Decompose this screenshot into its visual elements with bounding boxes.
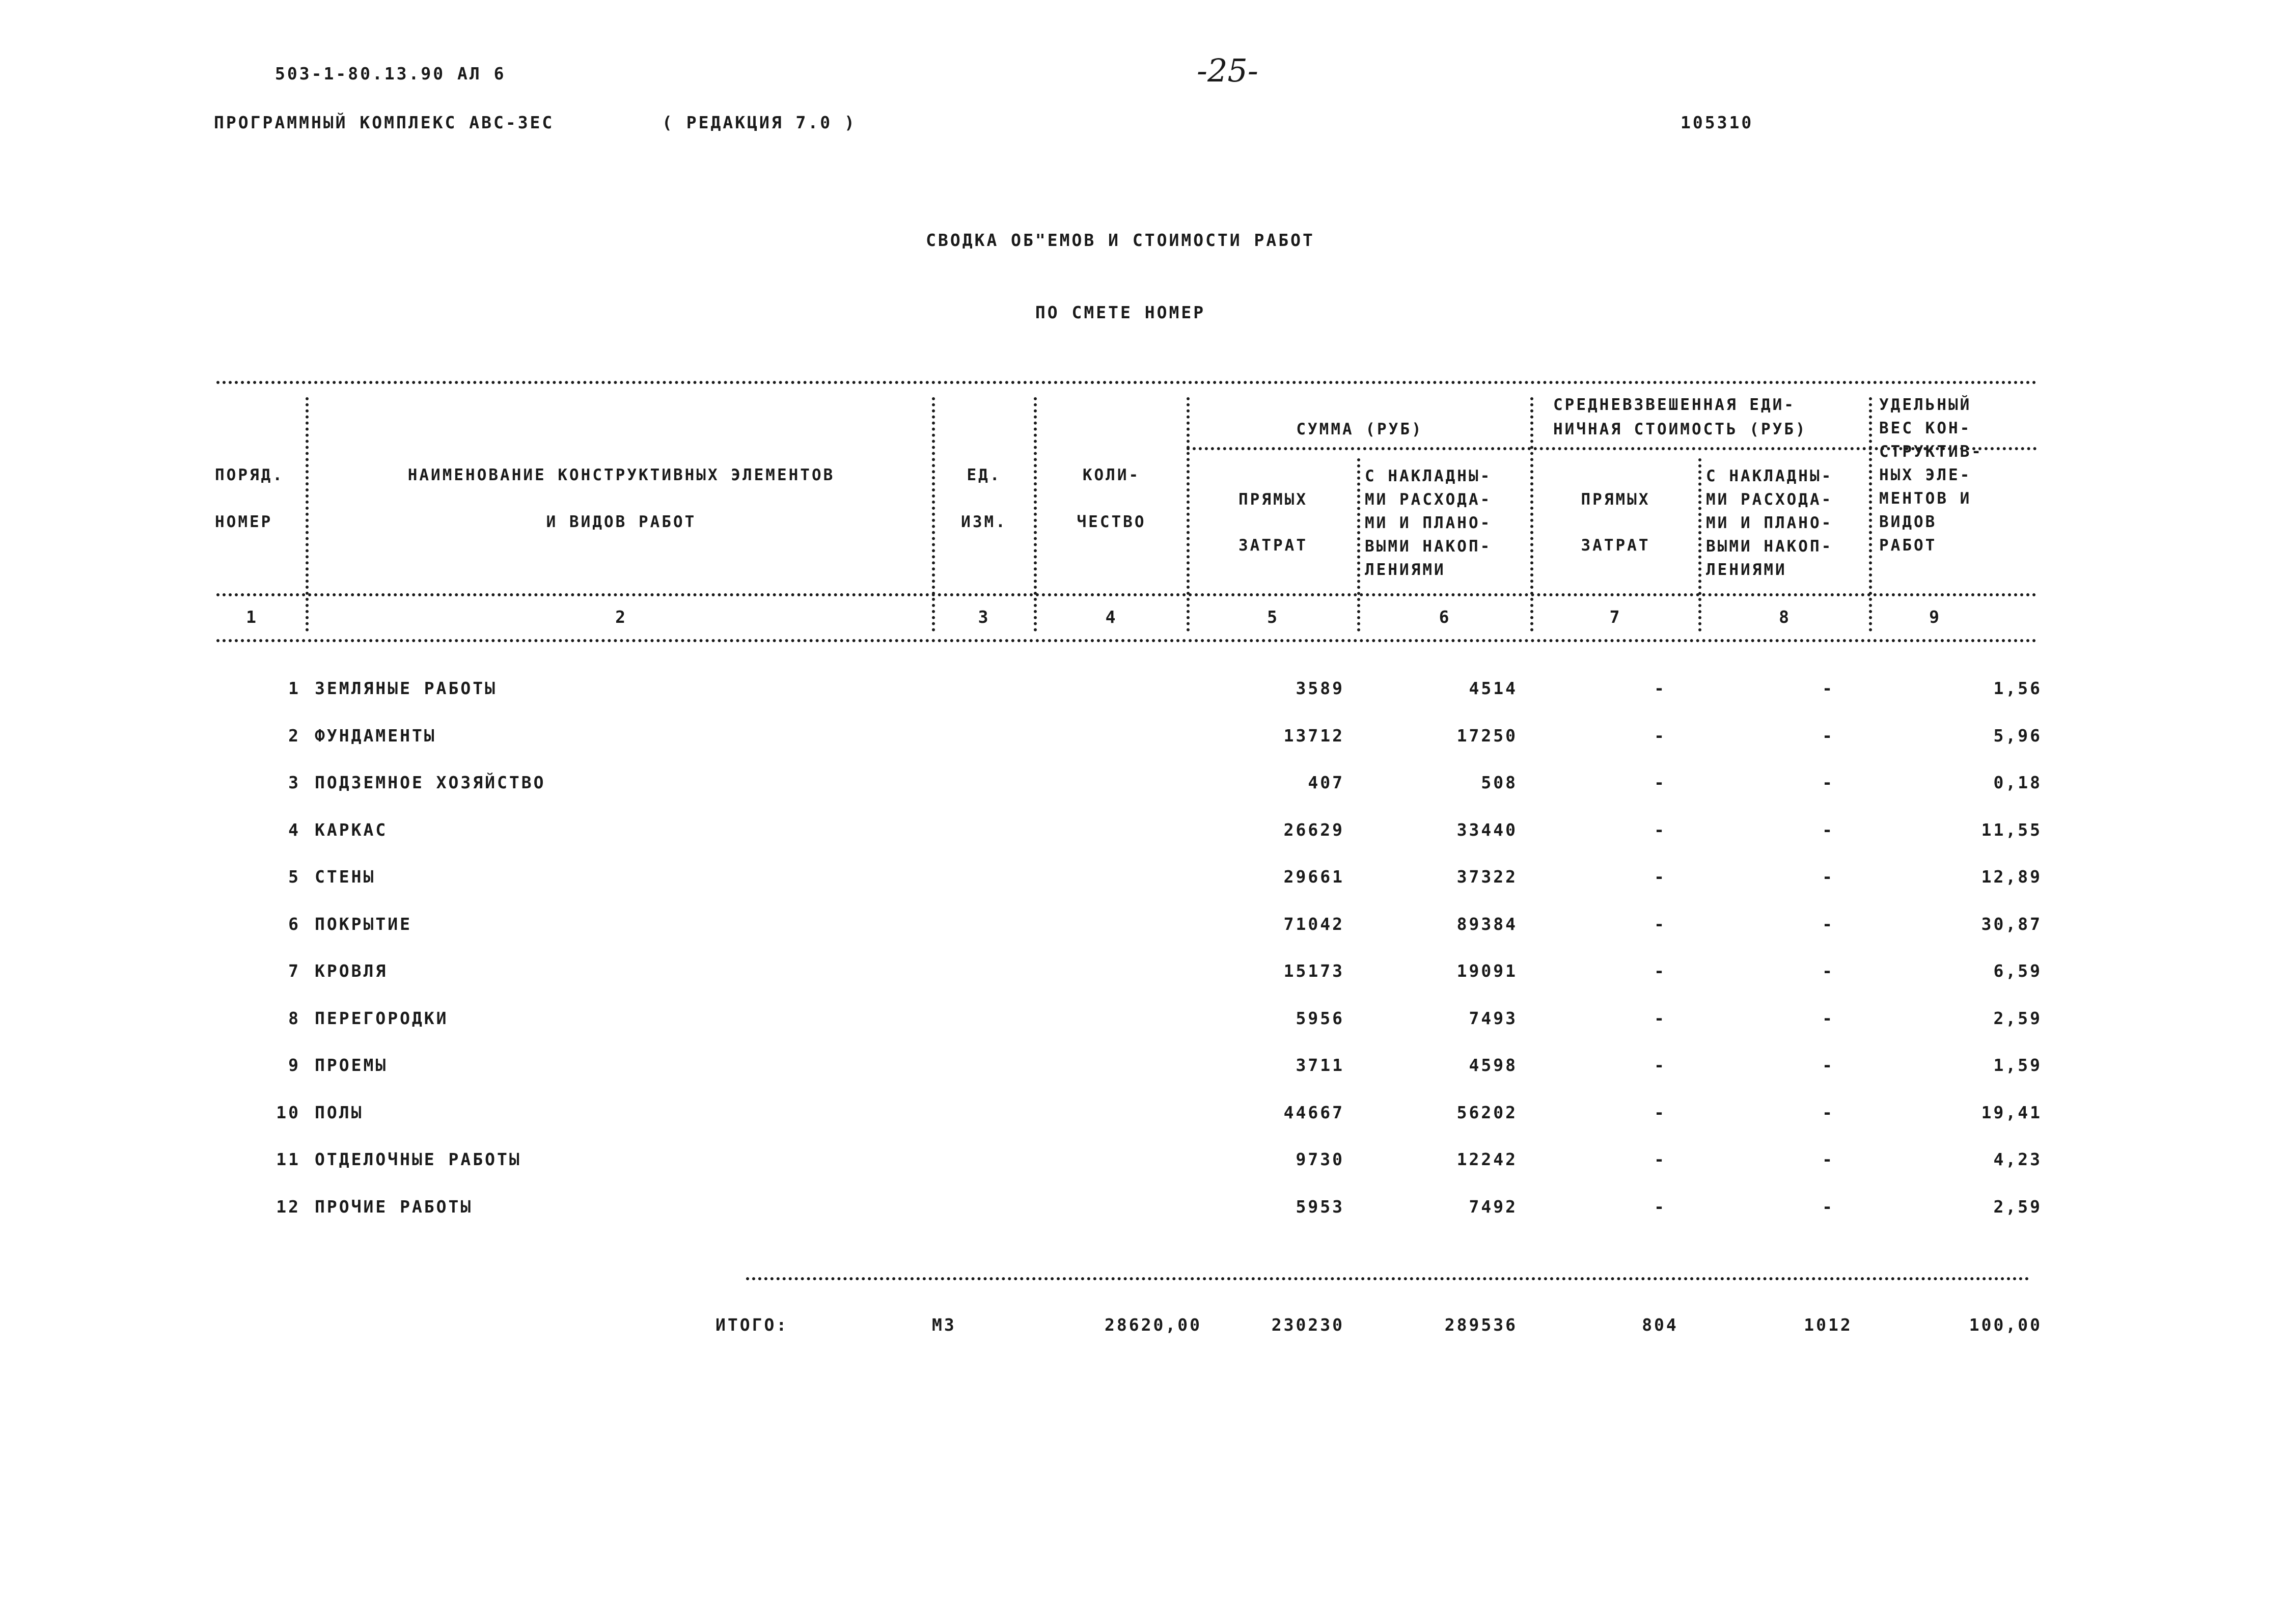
header-col6-line3: МИ И ПЛАНО- — [1365, 514, 1492, 532]
header-col3-line1: ЕД. — [967, 466, 1002, 484]
header-col9-line6: ВИДОВ — [1879, 513, 1937, 531]
row-share: 12,89 — [1981, 867, 2042, 887]
header-col1-line2: НОМЕР — [215, 513, 273, 531]
header-col9-line2: ВЕС КОН- — [1879, 419, 1972, 437]
row-avg-direct: - — [1654, 1103, 1666, 1122]
row-name: КРОВЛЯ — [315, 961, 388, 981]
header-sum-group: СУММА (РУБ) — [1296, 420, 1423, 438]
row-direct-cost: 9730 — [1296, 1149, 1344, 1169]
row-avg-direct: - — [1654, 1055, 1666, 1075]
row-avg-overhead: - — [1822, 678, 1834, 698]
row-overhead-cost: 33440 — [1456, 820, 1518, 840]
row-avg-overhead: - — [1822, 1103, 1834, 1122]
col-sep-6 — [1530, 397, 1533, 631]
row-number: 6 — [288, 914, 300, 934]
column-number-9: 9 — [1929, 607, 1941, 627]
row-share: 5,96 — [1993, 726, 2042, 746]
document-code: 503-1-80.13.90 АЛ 6 — [275, 64, 506, 84]
header-col7-line1: ПРЯМЫХ — [1581, 490, 1650, 509]
header-col3-line2: ИЗМ. — [961, 513, 1007, 531]
header-col2-line1: НАИМЕНОВАНИЕ КОНСТРУКТИВНЫХ ЭЛЕМЕНТОВ — [407, 466, 835, 484]
header-col1-line1: ПОРЯД. — [215, 466, 284, 484]
row-overhead-cost: 56202 — [1456, 1103, 1518, 1122]
row-avg-overhead: - — [1822, 820, 1834, 840]
header-col9-line3: СТРУКТИВ- — [1879, 443, 1983, 461]
row-avg-direct: - — [1654, 867, 1666, 887]
row-avg-direct: - — [1654, 1149, 1666, 1169]
row-overhead-cost: 4514 — [1469, 678, 1518, 698]
header-col6-line1: С НАКЛАДНЫ- — [1365, 467, 1492, 485]
col-sep-3 — [1034, 397, 1037, 631]
row-avg-overhead: - — [1822, 961, 1834, 981]
row-name: ФУНДАМЕНТЫ — [315, 726, 436, 746]
col-sep-7 — [1698, 458, 1701, 631]
row-number: 2 — [288, 726, 300, 746]
row-number: 10 — [276, 1103, 300, 1122]
row-overhead-cost: 89384 — [1456, 914, 1518, 934]
header-col9-line7: РАБОТ — [1879, 536, 1937, 555]
row-share: 30,87 — [1981, 914, 2042, 934]
total-quantity: 28620,00 — [1105, 1315, 1202, 1335]
row-name: ПОДЗЕМНОЕ ХОЗЯЙСТВО — [315, 773, 546, 792]
row-number: 3 — [288, 773, 300, 792]
row-share: 2,59 — [1993, 1197, 2042, 1217]
header-col4-line2: ЧЕСТВО — [1077, 513, 1146, 531]
row-avg-overhead: - — [1822, 726, 1834, 746]
row-avg-overhead: - — [1822, 1197, 1834, 1217]
row-direct-cost: 3589 — [1296, 678, 1344, 698]
row-overhead-cost: 37322 — [1456, 867, 1518, 887]
row-avg-overhead: - — [1822, 867, 1834, 887]
row-overhead-cost: 7492 — [1469, 1197, 1518, 1217]
header-col8-line2: МИ РАСХОДА- — [1706, 490, 1833, 509]
row-avg-overhead: - — [1822, 1055, 1834, 1075]
column-number-8: 8 — [1779, 607, 1791, 627]
row-direct-cost: 44667 — [1283, 1103, 1344, 1122]
column-number-4: 4 — [1105, 607, 1118, 627]
col-sep-5 — [1357, 458, 1360, 631]
row-overhead-cost: 508 — [1481, 773, 1518, 792]
document-title: СВОДКА ОБ"ЕМОВ И СТОИМОСТИ РАБОТ — [926, 230, 1315, 250]
col-sep-4 — [1187, 397, 1190, 631]
row-avg-direct: - — [1654, 1008, 1666, 1028]
table-top-rule — [216, 381, 2037, 384]
header-col4-line1: КОЛИ- — [1082, 466, 1141, 484]
row-avg-overhead: - — [1822, 1008, 1834, 1028]
table-header-rule — [216, 593, 2037, 596]
row-share: 6,59 — [1993, 961, 2042, 981]
row-avg-overhead: - — [1822, 773, 1834, 792]
header-col6-line4: ВЫМИ НАКОП- — [1365, 537, 1492, 556]
row-direct-cost: 5953 — [1296, 1197, 1344, 1217]
row-overhead-cost: 12242 — [1456, 1149, 1518, 1169]
row-name: ПРОЧИЕ РАБОТЫ — [315, 1197, 473, 1217]
row-number: 9 — [288, 1055, 300, 1075]
row-share: 0,18 — [1993, 773, 2042, 792]
row-avg-overhead: - — [1822, 1149, 1834, 1169]
row-number: 12 — [276, 1197, 300, 1217]
total-direct: 230230 — [1271, 1315, 1344, 1335]
row-share: 2,59 — [1993, 1008, 2042, 1028]
row-number: 1 — [288, 678, 300, 698]
row-name: ПОЛЫ — [315, 1103, 364, 1122]
row-share: 1,56 — [1993, 678, 2042, 698]
header-col8-line1: С НАКЛАДНЫ- — [1706, 467, 1833, 485]
row-name: ПОКРЫТИЕ — [315, 914, 412, 934]
row-number: 4 — [288, 820, 300, 840]
col-sep-8 — [1869, 397, 1872, 631]
header-col8-line4: ВЫМИ НАКОП- — [1706, 537, 1833, 556]
header-col7-line2: ЗАТРАТ — [1581, 536, 1650, 555]
row-avg-direct: - — [1654, 726, 1666, 746]
row-number: 5 — [288, 867, 300, 887]
col-sep-1 — [306, 397, 309, 631]
header-col9-line1: УДЕЛЬНЫЙ — [1879, 396, 1972, 414]
row-overhead-cost: 7493 — [1469, 1008, 1518, 1028]
row-share: 1,59 — [1993, 1055, 2042, 1075]
row-name: ПРОЕМЫ — [315, 1055, 388, 1075]
column-number-3: 3 — [978, 607, 990, 627]
row-direct-cost: 13712 — [1283, 726, 1344, 746]
row-avg-direct: - — [1654, 1197, 1666, 1217]
row-direct-cost: 3711 — [1296, 1055, 1344, 1075]
row-share: 19,41 — [1981, 1103, 2042, 1122]
header-col5-line2: ЗАТРАТ — [1238, 536, 1308, 555]
total-label: ИТОГО: — [715, 1315, 789, 1335]
header-avg-group-line2: НИЧНАЯ СТОИМОСТЬ (РУБ) — [1553, 420, 1807, 438]
header-col8-line3: МИ И ПЛАНО- — [1706, 514, 1833, 532]
document-subtitle: ПО СМЕТЕ НОМЕР — [1035, 302, 1206, 322]
total-avg-direct: 804 — [1642, 1315, 1678, 1335]
row-direct-cost: 29661 — [1283, 867, 1344, 887]
header-col9-line5: МЕНТОВ И — [1879, 489, 1972, 508]
column-number-1: 1 — [246, 607, 258, 627]
row-share: 4,23 — [1993, 1149, 2042, 1169]
total-avg-overhead: 1012 — [1804, 1315, 1853, 1335]
row-direct-cost: 71042 — [1283, 914, 1344, 934]
program-edition: ( РЕДАКЦИЯ 7.0 ) — [662, 113, 857, 132]
row-name: ПЕРЕГОРОДКИ — [315, 1008, 449, 1028]
row-avg-direct: - — [1654, 961, 1666, 981]
table-number-rule — [216, 639, 2037, 642]
row-name: СТЕНЫ — [315, 867, 376, 887]
row-direct-cost: 26629 — [1283, 820, 1344, 840]
header-col5-line1: ПРЯМЫХ — [1238, 490, 1308, 509]
row-direct-cost: 15173 — [1283, 961, 1344, 981]
row-avg-direct: - — [1654, 820, 1666, 840]
row-overhead-cost: 4598 — [1469, 1055, 1518, 1075]
header-col6-line2: МИ РАСХОДА- — [1365, 490, 1492, 509]
row-name: ЗЕМЛЯНЫЕ РАБОТЫ — [315, 678, 498, 698]
row-share: 11,55 — [1981, 820, 2042, 840]
row-number: 7 — [288, 961, 300, 981]
column-number-2: 2 — [615, 607, 627, 627]
header-avg-group-line1: СРЕДНЕВЗВЕШЕННАЯ ЕДИ- — [1553, 396, 1796, 414]
column-number-5: 5 — [1267, 607, 1279, 627]
row-overhead-cost: 17250 — [1456, 726, 1518, 746]
row-avg-direct: - — [1654, 678, 1666, 698]
row-avg-overhead: - — [1822, 914, 1834, 934]
row-avg-direct: - — [1654, 914, 1666, 934]
total-overhead: 289536 — [1444, 1315, 1518, 1335]
row-name: КАРКАС — [315, 820, 388, 840]
header-col2-line2: И ВИДОВ РАБОТ — [546, 513, 697, 531]
program-name: ПРОГРАММНЫЙ КОМПЛЕКС АВС-ЗЕС — [214, 113, 555, 132]
page-number: -25- — [1197, 52, 1258, 89]
row-direct-cost: 5956 — [1296, 1008, 1344, 1028]
document-id: 105310 — [1681, 113, 1754, 132]
header-col8-line5: ЛЕНИЯМИ — [1706, 561, 1787, 579]
header-col6-line5: ЛЕНИЯМИ — [1365, 561, 1446, 579]
row-avg-direct: - — [1654, 773, 1666, 792]
row-number: 11 — [276, 1149, 300, 1169]
row-name: ОТДЕЛОЧНЫЕ РАБОТЫ — [315, 1149, 521, 1169]
row-number: 8 — [288, 1008, 300, 1028]
total-unit: М3 — [932, 1315, 956, 1335]
row-overhead-cost: 19091 — [1456, 961, 1518, 981]
column-number-6: 6 — [1439, 607, 1451, 627]
column-number-7: 7 — [1609, 607, 1622, 627]
row-direct-cost: 407 — [1308, 773, 1344, 792]
col-sep-2 — [932, 397, 935, 631]
totals-rule — [746, 1277, 2029, 1280]
header-col9-line4: НЫХ ЭЛЕ- — [1879, 466, 1972, 484]
total-share: 100,00 — [1969, 1315, 2042, 1335]
